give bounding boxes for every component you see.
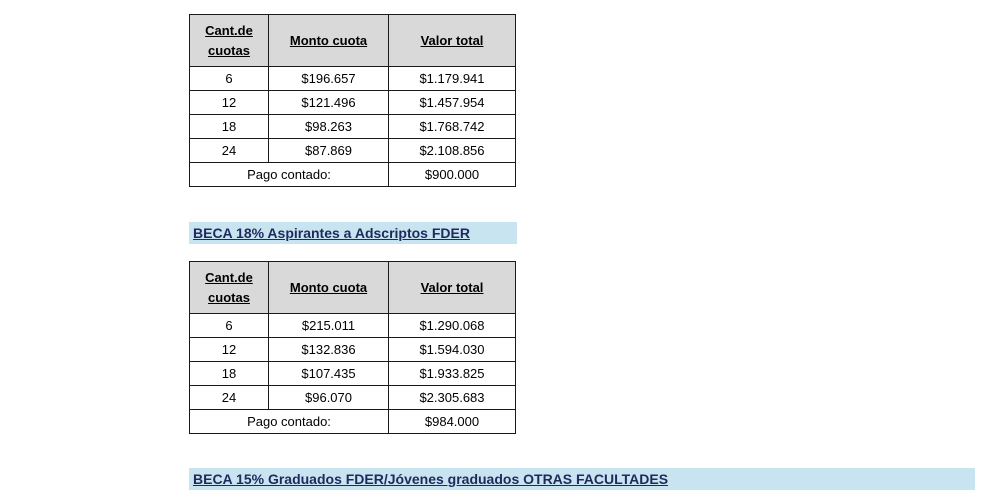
- cell-total: $1.933.825: [389, 362, 516, 386]
- cell-monto: $132.836: [269, 338, 389, 362]
- cell-total: $1.290.068: [389, 314, 516, 338]
- cell-cuotas: 12: [190, 91, 269, 115]
- contado-value: $984.000: [389, 410, 516, 434]
- table-row: [190, 386, 516, 410]
- cell-cuotas: 6: [190, 67, 269, 91]
- cell-total: $2.305.683: [389, 386, 516, 410]
- cell-cuotas: 24: [190, 139, 269, 163]
- cell-monto: $215.011: [269, 314, 389, 338]
- table-row: [190, 314, 516, 338]
- fee-table-2: [189, 261, 516, 434]
- table-row: [190, 91, 516, 115]
- header-total: Valor total: [389, 15, 516, 67]
- cell-total: $1.457.954: [389, 91, 516, 115]
- table-row: [190, 139, 516, 163]
- cell-cuotas: 18: [190, 115, 269, 139]
- table-row: [190, 67, 516, 91]
- table-row: [190, 115, 516, 139]
- cell-cuotas: 18: [190, 362, 269, 386]
- cell-cuotas: 12: [190, 338, 269, 362]
- beca-15-banner: [189, 468, 975, 490]
- beca-15-title: BECA 15% Graduados FDER/Jóvenes graduados OTRAS FACULTADES: [193, 471, 669, 487]
- cell-monto: $107.435: [269, 362, 389, 386]
- beca-18-banner: [189, 222, 517, 244]
- cell-cuotas: 24: [190, 386, 269, 410]
- contado-label: Pago contado:: [190, 410, 389, 434]
- header-cuotas: Cant.de cuotas: [190, 15, 269, 67]
- cell-monto: $196.657: [269, 67, 389, 91]
- contado-row: [190, 410, 516, 434]
- table-row: [190, 362, 516, 386]
- table-row: [190, 338, 516, 362]
- cell-total: $1.179.941: [389, 67, 516, 91]
- cell-monto: $96.070: [269, 386, 389, 410]
- header-total: Valor total: [389, 262, 516, 314]
- header-monto: Monto cuota: [269, 15, 389, 67]
- fee-table-1: [189, 14, 516, 187]
- cell-monto: $121.496: [269, 91, 389, 115]
- cell-total: $2.108.856: [389, 139, 516, 163]
- contado-value: $900.000: [389, 163, 516, 187]
- contado-row: [190, 163, 516, 187]
- cell-cuotas: 6: [190, 314, 269, 338]
- header-monto: Monto cuota: [269, 262, 389, 314]
- cell-monto: $87.869: [269, 139, 389, 163]
- cell-total: $1.594.030: [389, 338, 516, 362]
- header-cuotas: Cant.de cuotas: [190, 262, 269, 314]
- contado-label: Pago contado:: [190, 163, 389, 187]
- cell-monto: $98.263: [269, 115, 389, 139]
- cell-total: $1.768.742: [389, 115, 516, 139]
- beca-18-title: BECA 18% Aspirantes a Adscriptos FDER: [193, 225, 470, 241]
